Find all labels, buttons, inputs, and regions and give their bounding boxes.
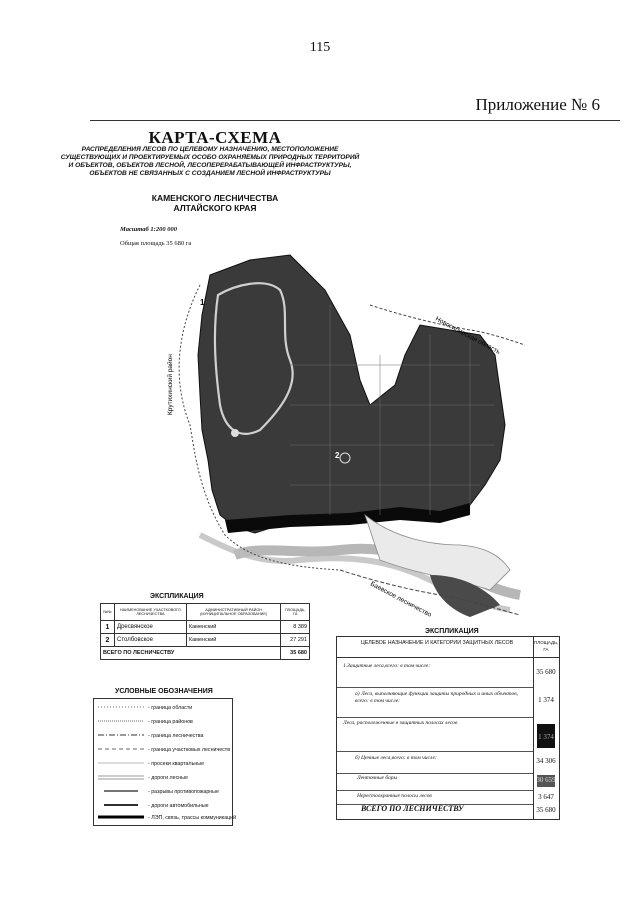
table-row: [337, 793, 559, 803]
page-number: 115: [309, 40, 331, 55]
label-right-region: Новосибирская область: [434, 315, 502, 356]
row-area: 27 291: [281, 634, 310, 647]
zone-label-1: 1: [200, 298, 205, 307]
label-bottom-forestry: Баевское лесничество: [369, 580, 433, 619]
legend-item: - граница районов: [94, 715, 232, 731]
row-divider: [337, 751, 533, 752]
row-name: Столбовское: [115, 634, 187, 647]
legend-item: - граница области: [94, 701, 232, 717]
total-value: 35 680: [536, 806, 556, 814]
row-label: Ленточные боры: [357, 775, 398, 781]
row-value: 3 647: [538, 793, 554, 801]
total-value: 35 680: [281, 647, 310, 660]
row-label: 1.Защитные леса,всего: в том числе:: [343, 663, 431, 669]
forestry-border-symbol: [98, 731, 144, 739]
row-value: 1 374: [538, 733, 554, 741]
legend-item: - граница лесничества: [94, 729, 232, 745]
legend: [93, 698, 237, 826]
firebreak-symbol: [98, 787, 144, 795]
row-district: Каменский: [186, 621, 280, 634]
explication-right-table: [336, 636, 560, 820]
column-header: №№: [101, 604, 115, 621]
legend-item: - разрывы противопожарные: [94, 785, 232, 801]
column-header: АДМИНИСТРАТИВНЫЙ РАЙОН (МУНИЦИПАЛЬНОЕ ОБРАЗОВАНИЕ): [186, 604, 280, 621]
map-scale: Масштаб 1:200 000: [120, 226, 177, 233]
column-header: НАИМЕНОВАНИЕ УЧАСТКОВОГО ЛЕСНИЧЕСТВА: [115, 604, 187, 621]
forestry-name: [95, 193, 335, 213]
subforestry-border-symbol: [98, 745, 144, 753]
region-border-symbol: [98, 703, 144, 711]
row-divider: [337, 790, 533, 791]
header-rule: [90, 120, 620, 121]
row-value: 30 659: [536, 776, 556, 784]
legend-item: - дороги лесные: [94, 771, 232, 787]
table-total-row: [337, 806, 559, 818]
forest-road-symbol: [98, 773, 144, 781]
total-label: ВСЕГО ПО ЛЕСНИЧЕСТВУ: [361, 804, 464, 813]
legend-item: - граница участковых лесничеств: [94, 743, 232, 759]
row-name: Дресвянское: [115, 621, 187, 634]
table-header-row: [101, 604, 310, 621]
legend-item: - просеки квартальные: [94, 757, 232, 773]
table-header-row: [337, 637, 559, 658]
district-border-symbol: [98, 717, 144, 725]
map-description: РАСПРЕДЕЛЕНИЯ ЛЕСОВ ПО ЦЕЛЕВОМУ НАЗНАЧЕНИЮ, МЕСТОПОЛОЖЕНИЕ СУЩЕСТВУЮЩИХ И ПРОЕКТИРУЕМЫХ ОСОБО ОХРАНЯЕМЫХ ПРИРОДНЫХ ТЕРРИТОРИЙ И ОБЪЕКТОВ, ОБЪЕКТОВ ЛЕСНОЙ, ЛЕСОПЕРЕРАБАТЫВАЮЩЕЙ ИНФРАСТРУКТУРЫ, ОБЪЕКТОВ НЕ СВЯЗАННЫХ С СОЗДАНИЕМ ЛЕСНОЙ ИНФРАСТРУКТУРЫ: [60, 146, 360, 177]
column-header-area: ПЛОЩАДЬ, ГА: [534, 640, 559, 652]
row-district: Каменский: [186, 634, 280, 647]
row-divider: [337, 687, 533, 688]
row-divider: [337, 773, 533, 774]
explication-left-title: ЭКСПЛИКАЦИЯ: [150, 593, 204, 600]
row-number: 1: [101, 621, 115, 634]
motor-road-symbol: [98, 801, 144, 809]
table-row: [337, 720, 559, 748]
row-label: Нерестоохранные полосы лесов: [357, 793, 432, 799]
row-label: а) Леса, выполняющие функции защиты природных и иных объектов, всего: в том числе:: [355, 691, 519, 704]
forestry-name-line2: АЛТАЙСКОГО КРАЯ: [173, 203, 257, 213]
table-row: [337, 663, 559, 685]
forest-area-main: [198, 255, 505, 533]
row-value: 35 680: [536, 668, 556, 676]
row-divider: [337, 717, 533, 718]
zone-label-2: 2: [335, 451, 340, 460]
legend-item: - дороги автомобильные: [94, 799, 232, 815]
row-value: 1 374: [538, 696, 554, 704]
column-header-purpose: ЦЕЛЕВОЕ НАЗНАЧЕНИЕ И КАТЕГОРИИ ЗАЩИТНЫХ ЛЕСОВ: [360, 640, 514, 646]
column-header: ПЛОЩАДЬ, ГА: [281, 604, 310, 621]
row-area: 8 389: [281, 621, 310, 634]
forestry-map: [140, 215, 530, 625]
row-label: б) Ценные леса,всего: в том числе:: [355, 755, 437, 761]
power-line-symbol: [98, 813, 144, 821]
legend-item: - ЛЭП, связь, трассы коммуникаций: [94, 811, 232, 827]
row-value: 34 306: [536, 757, 556, 765]
quarter-glade-symbol: [98, 759, 144, 767]
map-title: КАРТА-СХЕМА: [148, 128, 282, 147]
appendix-label: Приложение № 6: [475, 95, 600, 114]
table-row: [337, 775, 559, 789]
legend-title: УСЛОВНЫЕ ОБОЗНАЧЕНИЯ: [115, 688, 213, 695]
table-row: [337, 691, 559, 715]
table-total-row: [101, 647, 310, 660]
row-label: Леса, расположенные в защитных полосах лесов: [343, 720, 458, 726]
explication-left-table: [100, 603, 310, 660]
explication-right-title: ЭКСПЛИКАЦИЯ: [425, 628, 479, 635]
map-total-area: Общая площадь 35 680 га: [120, 240, 192, 247]
table-row: [101, 621, 310, 634]
row-number: 2: [101, 634, 115, 647]
table-row: [101, 634, 310, 647]
settlement-marker: [231, 429, 239, 437]
label-left-district: Крутихинский район: [167, 354, 174, 415]
table-row: [337, 755, 559, 771]
total-label: ВСЕГО ПО ЛЕСНИЧЕСТВУ: [101, 647, 281, 660]
forestry-name-line1: КАМЕНСКОГО ЛЕСНИЧЕСТВА: [151, 193, 279, 203]
